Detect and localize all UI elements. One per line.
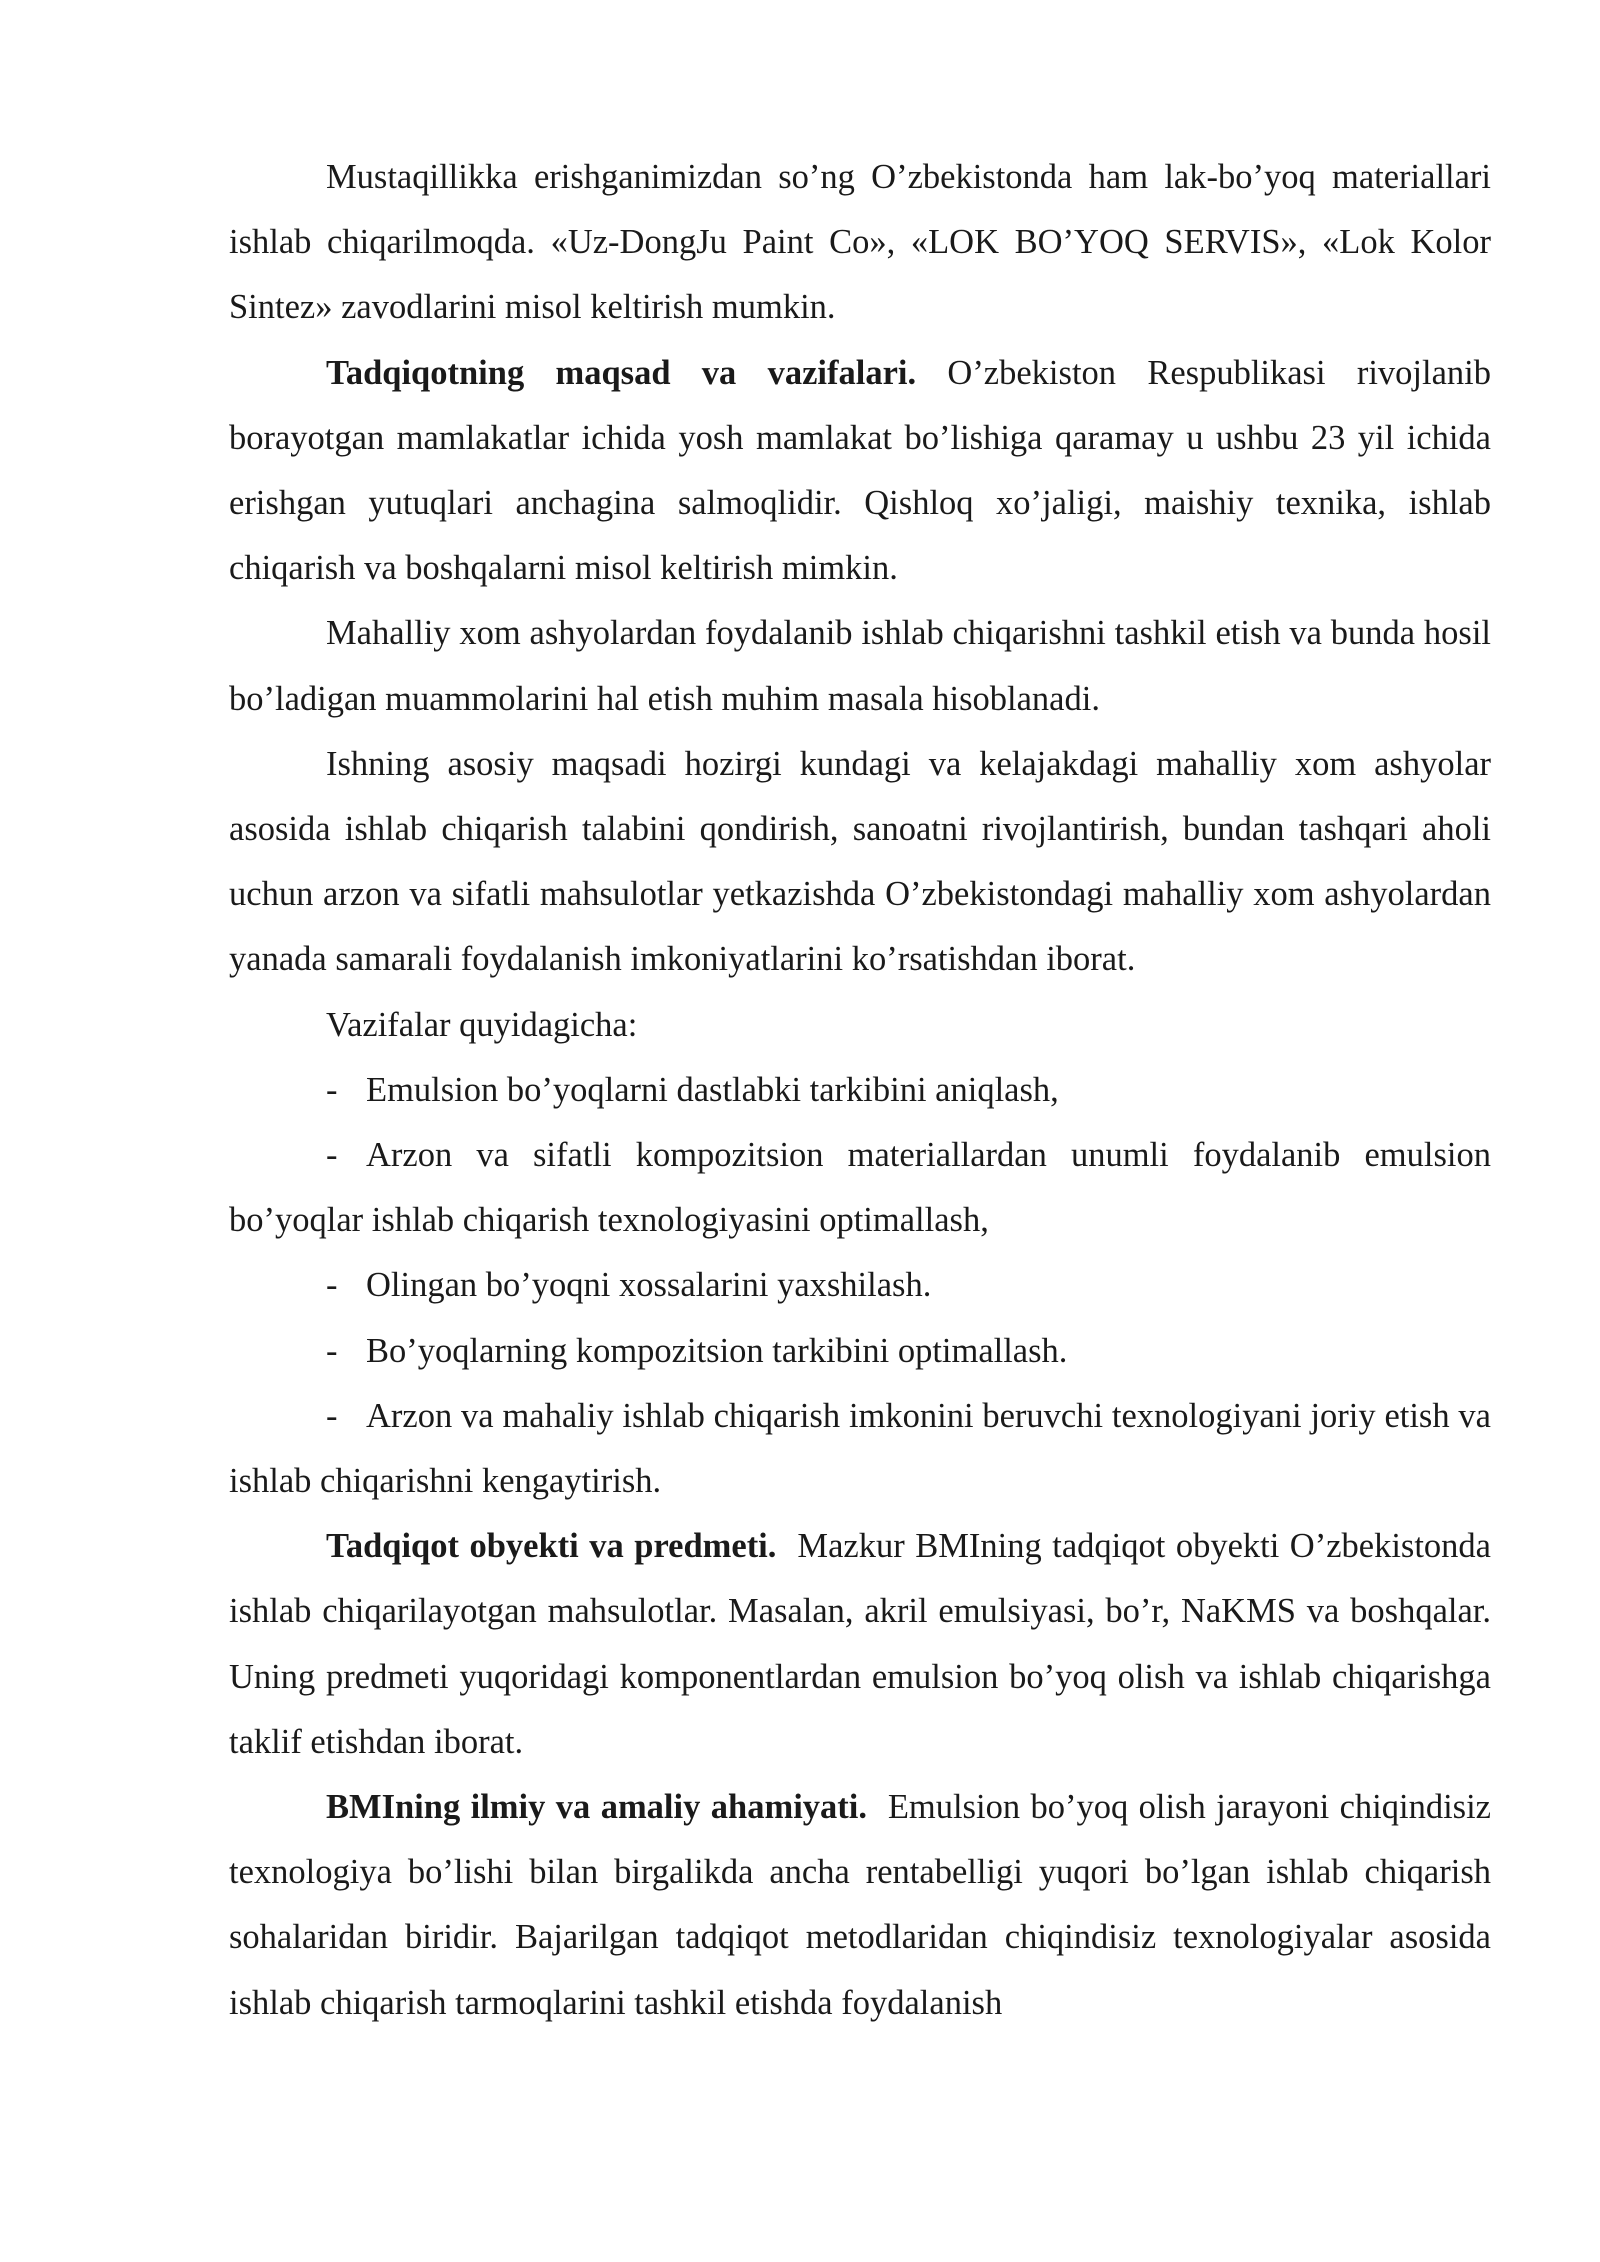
paragraph-text: Emulsion bo’yoq olish jarayoni chiqindisiz texnologiya bo’lishi bilan birgalikda ancha rentabelligi yuqori bo’lgan ishlab chiqarish sohalaridan biridir. Bajarilgan tadqiqot metodlaridan chiqindisiz texnologiyalar asosida ishlab chiqarish tarmoqlarini tashkil etishda foydalanish	[229, 1788, 1500, 2022]
task-text: Bo’yoqlarning kompozitsion tarkibini optimallash.	[366, 1331, 1068, 1370]
document-page	[229, 145, 1500, 2036]
task-text: Emulsion bo’yoqlarni dastlabki tarkibini aniqlash,	[366, 1070, 1059, 1109]
section-heading-significance: BMIning ilmiy va amaliy ahamiyati.	[326, 1788, 867, 1827]
task-text: Arzon va sifatli kompozitsion materiallardan unumli foydalanib emulsion bo’yoqlar ishlab chiqarish texnologiyasini optimallash,	[229, 1136, 1491, 1240]
paragraph-text: Mustaqillikka erishganimizdan so’ng O’zbekistonda ham lak-bo’yoq materiallari ishlab chiqarilmoqda. «Uz-DongJu Paint Co», «LOK BO’YOQ SERVIS», «Lok Kolor Sintez» zavodlarini misol keltirish mumkin.	[229, 158, 1491, 327]
tasks-intro	[229, 993, 1491, 1058]
task-item	[229, 1319, 1491, 1384]
paragraph-text: Mahalliy xom ashyolardan foydalanib ishlab chiqarishni tashkil etish va bunda hosil bo’ladigan muammolarini hal etish muhim masala hisoblanadi.	[229, 614, 1491, 718]
dash-marker: -	[326, 1070, 338, 1109]
paragraph-text: Ishning asosiy maqsadi hozirgi kundagi va kelajakdagi mahalliy xom ashyolar asosida ishlab chiqarish talabini qondirish, sanoatni rivojlantirish, bundan tashqari aholi uchun arzon va sifatli mahsulotlar yetkazishda O’zbekistondagi mahalliy xom ashyolardan yanada samarali foydalanish imkoniyatlarini ko’rsatishdan iborat.	[229, 744, 1491, 979]
significance-paragraph	[229, 1775, 1500, 2036]
intro-paragraph	[229, 145, 1491, 341]
paragraph-text: O’zbekiston Respublikasi rivojlanib borayotgan mamlakatlar ichida yosh mamlakat bo’lishiga qaramay u ushbu 23 yil ichida erishgan yutuqlari anchagina salmoqlidir. Qishloq xo’jaligi, maishiy texnika, ishlab chiqarish va boshqalarni misol keltirish mimkin.	[229, 353, 1491, 588]
main-goal-paragraph	[229, 732, 1491, 993]
dash-marker: -	[326, 1136, 338, 1175]
aims-paragraph	[229, 341, 1491, 602]
task-text: Arzon va mahaliy ishlab chiqarish imkonini beruvchi texnologiyani joriy etish va ishlab chiqarishni kengaytirish.	[229, 1396, 1491, 1501]
task-item	[229, 1058, 1491, 1123]
paragraph-text: Mazkur BMIning tadqiqot obyekti O’zbekistonda ishlab chiqarilayotgan mahsulotlar. Masalan, akril emulsiyasi, bo’r, NaKMS va boshqalar. Uning predmeti yuqoridagi komponentlardan emulsion bo’yoq olish va ishlab chiqarishga taklif etishdan iborat.	[229, 1527, 1500, 1761]
dash-marker: -	[326, 1396, 338, 1435]
section-heading-aims: Tadqiqotning maqsad va vazifalari.	[326, 353, 917, 392]
dash-marker: -	[326, 1266, 338, 1305]
task-text: Olingan bo’yoqni xossalarini yaxshilash.	[366, 1266, 932, 1305]
paragraph-text: Vazifalar quyidagicha:	[326, 1005, 638, 1044]
dash-marker: -	[326, 1331, 338, 1370]
section-heading-object: Tadqiqot obyekti va predmeti.	[326, 1527, 777, 1566]
local-materials-paragraph	[229, 601, 1491, 731]
task-item	[229, 1253, 1491, 1318]
task-item	[229, 1123, 1491, 1253]
task-item	[229, 1384, 1491, 1514]
object-subject-paragraph	[229, 1514, 1500, 1775]
